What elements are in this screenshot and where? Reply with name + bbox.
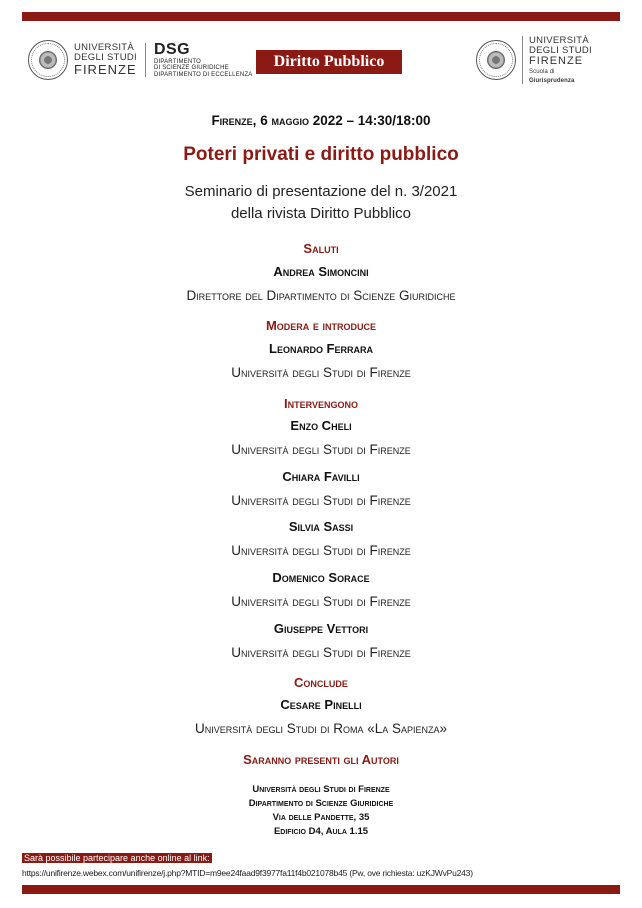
univ-line-1: UNIVERSITÀ — [74, 42, 135, 54]
scuola-line-1: Scuola di — [529, 69, 555, 76]
dsg-mark: DSG — [153, 41, 191, 59]
password-note: (Pw, ove richiesta: uzKJWvPu243) — [349, 868, 473, 878]
right-univ-line-2: DEGLI STUDI — [529, 44, 592, 56]
university-name — [74, 43, 146, 77]
speaker-affiliation: Università degli Studi di Firenze — [231, 594, 411, 609]
right-univ-line-1: UNIVERSITÀ — [529, 34, 590, 46]
dsg-line-2: DI SCIENZE GIURIDICHE — [153, 65, 229, 72]
address-line-4: Edificio D4, Aula 1.15 — [273, 826, 369, 837]
university-seal-icon — [28, 40, 68, 80]
speaker-name: Silvia Sassi — [288, 519, 354, 534]
speaker-name: Domenico Sorace — [272, 570, 370, 585]
right-university-name — [522, 36, 600, 84]
diritto-pubblico-logo: Diritto Pubblico — [256, 50, 402, 74]
speaker-affiliation: Università degli Studi di Firenze — [231, 442, 411, 457]
speaker-affiliation: Università degli Studi di Firenze — [231, 645, 411, 660]
online-link-line — [22, 868, 473, 878]
autori-note: Saranno presenti gli Autori — [243, 752, 399, 767]
address-line-1: Università degli Studi di Firenze — [252, 784, 390, 795]
conclude-heading: Conclude — [294, 675, 348, 690]
university-seal-icon — [476, 40, 516, 80]
saluti-heading: Saluti — [303, 241, 339, 256]
event-subtitle-line-2: della rivista Diritto Pubblico — [230, 205, 412, 222]
modera-heading: Modera e introduce — [265, 318, 377, 333]
speaker-name: Giuseppe Vettori — [273, 621, 369, 636]
speaker-affiliation: Università degli Studi di Firenze — [231, 543, 411, 558]
saluti-name: Andrea Simoncini — [273, 264, 369, 279]
bottom-accent-bar — [22, 885, 620, 894]
address-line-3: Via delle Pandette, 35 — [272, 812, 370, 823]
event-subtitle-line-1: Seminario di presentazione del n. 3/2021 — [184, 183, 458, 200]
dsg-line-1: DIPARTIMENTO — [153, 58, 202, 65]
univ-line-3: FIRENZE — [74, 62, 137, 78]
saluti-role: Direttore del Dipartimento di Scienze Giuridiche — [186, 288, 456, 303]
intervengono-heading: Intervengono — [284, 396, 358, 411]
event-date: Firenze, 6 maggio 2022 – 14:30/18:00 — [211, 113, 431, 128]
scuola-line-2: Giurisprudenza — [529, 77, 575, 84]
dsg-line-3: DIPARTIMENTO DI ECCELLENZA — [153, 71, 253, 78]
modera-name: Leonardo Ferrara — [269, 341, 373, 356]
address-line-2: Dipartimento di Scienze Giuridiche — [248, 798, 394, 809]
right-univ-line-3: FIRENZE — [529, 54, 584, 67]
modera-role: Università degli Studi di Firenze — [231, 365, 411, 380]
univ-line-2: DEGLI STUDI — [74, 52, 137, 64]
top-accent-bar — [22, 12, 620, 21]
university-dsg-logo — [28, 36, 253, 84]
speaker-name: Chiara Favilli — [282, 469, 360, 484]
webex-link[interactable]: https://unifirenze.webex.com/unifirenze/j.php?MTID=m9ee24faad9f3977fa11f4b021078b45 — [22, 868, 348, 878]
speaker-affiliation: Università degli Studi di Firenze — [231, 493, 411, 508]
speaker-name: Enzo Cheli — [290, 418, 352, 433]
online-label: Sarà possibile partecipare anche online al link: — [24, 853, 210, 863]
dsg-logo — [154, 42, 253, 78]
event-title: Poteri privati e diritto pubblico — [183, 144, 459, 165]
conclude-role: Università degli Studi di Roma «La Sapienza» — [194, 721, 448, 736]
scuola-giurisprudenza-logo — [476, 36, 600, 84]
conclude-name: Cesare Pinelli — [280, 697, 362, 712]
